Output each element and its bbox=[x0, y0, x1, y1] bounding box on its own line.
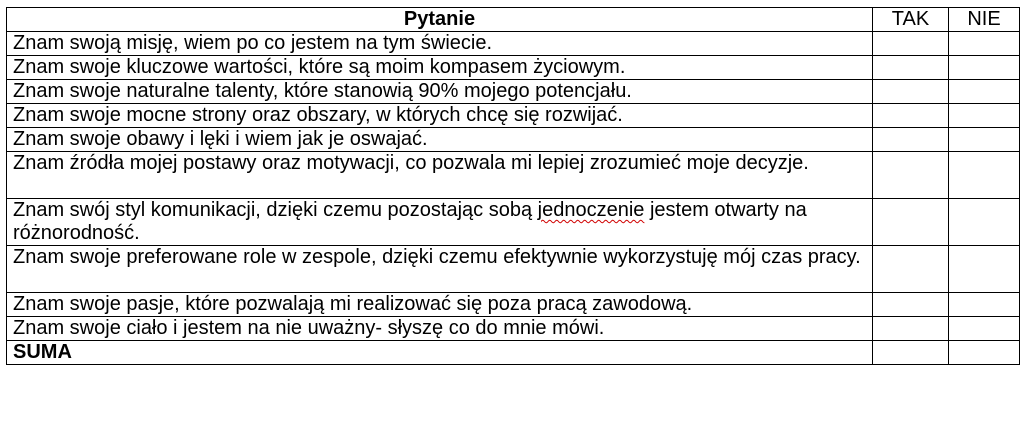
spellcheck-marked-word: jednoczenie bbox=[537, 199, 645, 221]
question-row bbox=[7, 152, 1020, 199]
question-row bbox=[7, 56, 1020, 80]
question-row bbox=[7, 80, 1020, 104]
question-row bbox=[7, 128, 1020, 152]
yes-cell[interactable] bbox=[873, 246, 949, 293]
question-text: Znam źródła mojej postawy oraz motywacji, co pozwala mi lepiej zrozumieć moje decyzje. bbox=[7, 152, 873, 199]
question-text: Znam swoje kluczowe wartości, które są moim kompasem życiowym. bbox=[7, 56, 873, 80]
question-row bbox=[7, 293, 1020, 317]
yes-cell[interactable] bbox=[873, 152, 949, 199]
sum-label: SUMA bbox=[7, 341, 873, 365]
header-yes: TAK bbox=[873, 8, 949, 32]
sum-no-cell[interactable] bbox=[949, 341, 1020, 365]
header-row bbox=[7, 8, 1020, 32]
question-text bbox=[7, 199, 873, 246]
yes-cell[interactable] bbox=[873, 80, 949, 104]
no-cell[interactable] bbox=[949, 246, 1020, 293]
question-text: Znam swoje pasje, które pozwalają mi realizować się poza pracą zawodową. bbox=[7, 293, 873, 317]
questionnaire-table bbox=[6, 7, 1020, 365]
question-text-end: jestem otwarty na różnorodność. bbox=[13, 199, 807, 244]
no-cell[interactable] bbox=[949, 317, 1020, 341]
sum-row bbox=[7, 341, 1020, 365]
no-cell[interactable] bbox=[949, 104, 1020, 128]
yes-cell[interactable] bbox=[873, 128, 949, 152]
question-text: Znam swoje mocne strony oraz obszary, w których chcę się rozwijać. bbox=[7, 104, 873, 128]
yes-cell[interactable] bbox=[873, 199, 949, 246]
question-row bbox=[7, 317, 1020, 341]
header-question: Pytanie bbox=[7, 8, 873, 32]
no-cell[interactable] bbox=[949, 32, 1020, 56]
question-text: Znam swoje naturalne talenty, które stanowią 90% mojego potencjału. bbox=[7, 80, 873, 104]
no-cell[interactable] bbox=[949, 128, 1020, 152]
yes-cell[interactable] bbox=[873, 293, 949, 317]
yes-cell[interactable] bbox=[873, 32, 949, 56]
question-text: Znam swoje preferowane role w zespole, dzięki czemu efektywnie wykorzystuję mój czas pracy. bbox=[7, 246, 873, 293]
header-no: NIE bbox=[949, 8, 1020, 32]
yes-cell[interactable] bbox=[873, 317, 949, 341]
yes-cell[interactable] bbox=[873, 56, 949, 80]
question-row bbox=[7, 104, 1020, 128]
question-text: Znam swoją misję, wiem po co jestem na tym świecie. bbox=[7, 32, 873, 56]
yes-cell[interactable] bbox=[873, 104, 949, 128]
question-row bbox=[7, 32, 1020, 56]
question-row bbox=[7, 246, 1020, 293]
no-cell[interactable] bbox=[949, 293, 1020, 317]
question-text: Znam swoje obawy i lęki i wiem jak je oswajać. bbox=[7, 128, 873, 152]
no-cell[interactable] bbox=[949, 80, 1020, 104]
question-text: Znam swoje ciało i jestem na nie uważny- słyszę co do mnie mówi. bbox=[7, 317, 873, 341]
question-text-start: Znam swój styl komunikacji, dzięki czemu pozostając sobą bbox=[13, 199, 538, 221]
no-cell[interactable] bbox=[949, 56, 1020, 80]
question-row bbox=[7, 199, 1020, 246]
sum-yes-cell[interactable] bbox=[873, 341, 949, 365]
no-cell[interactable] bbox=[949, 152, 1020, 199]
no-cell[interactable] bbox=[949, 199, 1020, 246]
